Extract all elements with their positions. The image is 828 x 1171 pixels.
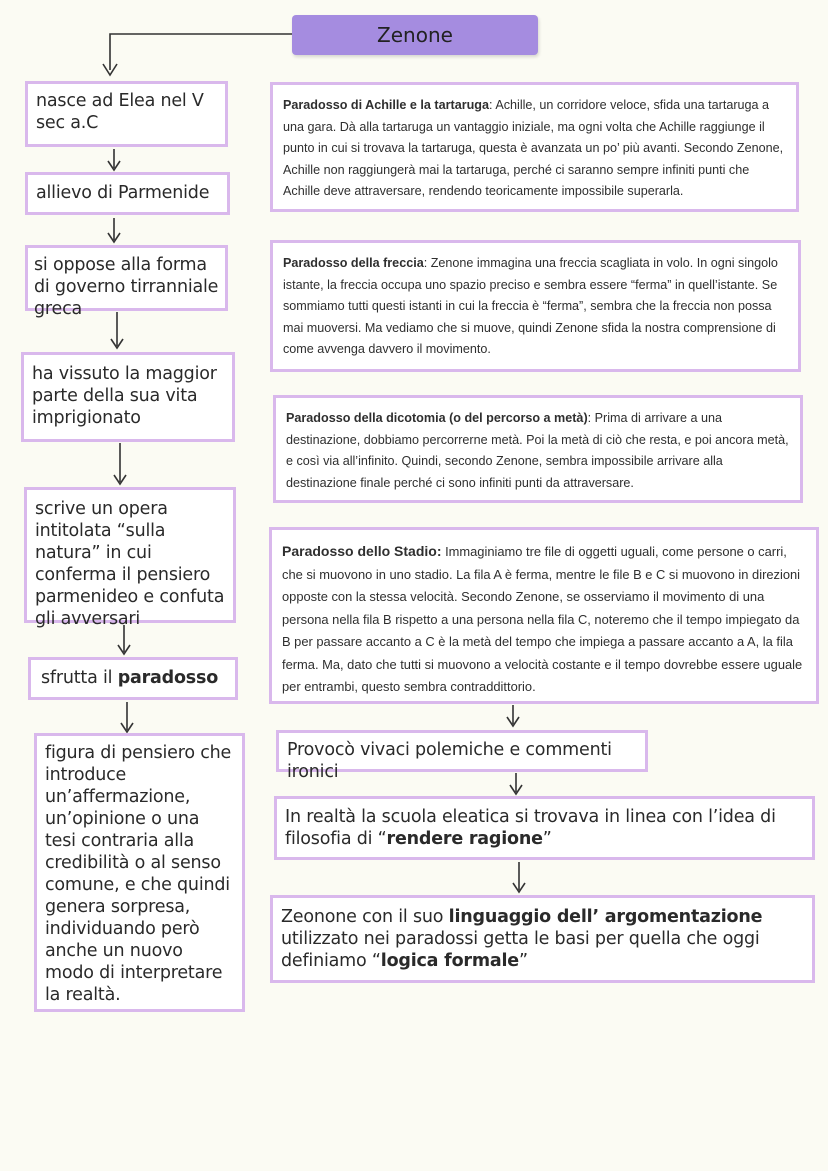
logica-box <box>270 895 815 983</box>
birth-text: nasce ad Elea nel V sec a.C <box>36 91 204 133</box>
logica-prefix: Zeonone con il suo <box>281 907 449 927</box>
paradox-achille-box <box>270 82 799 212</box>
paradox-bold: paradosso <box>117 668 219 688</box>
work-text: scrive un opera intitolata “sulla natura” in cui conferma il pensiero parmenideo e confuta gli avversari <box>35 499 225 629</box>
logica-bold-2: logica formale <box>380 951 519 971</box>
scuola-box <box>274 796 815 860</box>
imprisoned-text: ha vissuto la maggior parte della sua vita imprigionato <box>32 364 217 428</box>
definition-box <box>34 733 245 1012</box>
opposition-box <box>25 245 228 319</box>
imprisoned-box <box>21 352 235 442</box>
paradox-stadio-text: Immaginiamo tre file di oggetti uguali, come persone o carri, che si muovono in uno stadio. La fila A è ferma, mentre le file B e C si muovono in direzioni opposte con la stessa velocità. Secondo Zenone, se osserviamo il movimento di una persona nella fila B rispetto a una persona nella fila C, noteremo che il tempo impiegato da B per passare accanto a C è la metà del tempo che impiega a passare accanto a A, la fila ferma. Ma, dato che tutti si muovono a velocità costante e il tempo dovrebbe essere uguale per entrambi, questo sembra contraddittorio. <box>282 544 803 694</box>
paradox-dicotomia-box <box>273 395 803 503</box>
logica-bold-1: linguaggio dell’ argomentazione <box>448 907 763 927</box>
paradox-freccia-text: : Zenone immagina una freccia scagliata in volo. In ogni singolo istante, la freccia occupa uno spazio preciso e sembra essere “ferma” in quell’istante. Se sommiamo tutti questi istanti in cui la freccia è “ferma”, sembra che la freccia non possa mai muoversi. Ma vediamo che si muove, quindi Zenone sfida la nostra comprensione di come avvenga davvero il movimento. <box>283 256 778 356</box>
paradox-stadio-title: Paradosso dello Stadio: <box>282 543 442 559</box>
paradox-freccia-title: Paradosso della freccia <box>283 256 424 270</box>
logica-mid: utilizzato nei paradossi getta le basi per quella che oggi definiamo “ <box>281 929 760 971</box>
paradox-box <box>28 657 238 700</box>
scuola-bold: rendere ragione <box>386 829 543 849</box>
title-connector <box>110 34 292 70</box>
work-box <box>24 487 236 629</box>
paradox-dicotomia-title: Paradosso della dicotomia (o del percorso a metà) <box>286 411 588 425</box>
definition-text: figura di pensiero che introduce un’affermazione, un’opinione o una tesi contraria alla credibilità o al senso comune, e che quindi genera sorpresa, individuando però anche un nuovo modo di interpretare la realtà. <box>45 743 232 1005</box>
paradox-dicotomia-text: : Prima di arrivare a una destinazione, dobbiamo percorrerne metà. Poi la metà di ciò che resta, e poi ancora metà, e così via all’infinito. Quindi, secondo Zenone, sembra impossibile arrivare alla destinazione finale perché ci sono infiniti punti da attraversare. <box>286 411 789 490</box>
paradox-achille-text: : Achille, un corridore veloce, sfida una tartaruga a una gara. Dà alla tartaruga un vantaggio iniziale, ma ogni volta che Achille raggiunge il punto in cui si trovava la tartaruga, questa è avanzata un po’ più avanti. Secondo Zenone, Achille non raggiungerà mai la tartaruga, perché ci saranno sempre infiniti punti che Achille deve attraversare, rendendo teoricamente impossibile superarla. <box>283 98 784 198</box>
disciple-box <box>25 172 230 215</box>
page-title: Zenone <box>292 15 538 55</box>
birth-box <box>25 81 228 147</box>
paradox-stadio-box <box>269 527 819 704</box>
paradox-achille-title: Paradosso di Achille e la tartaruga <box>283 98 490 112</box>
opposition-text: si oppose alla forma di governo tirranniale greca <box>34 255 219 319</box>
paradox-prefix: sfrutta il <box>41 668 113 688</box>
logica-suffix: ” <box>518 951 528 971</box>
disciple-text: allievo di Parmenide <box>36 183 210 203</box>
polemiche-box <box>276 730 648 782</box>
scuola-suffix: ” <box>542 829 552 849</box>
paradox-freccia-box <box>270 240 801 372</box>
polemiche-text: Provocò vivaci polemiche e commenti ironici <box>287 740 612 782</box>
scuola-prefix: In realtà la scuola eleatica si trovava in linea con l’idea di filosofia di “ <box>285 807 776 849</box>
